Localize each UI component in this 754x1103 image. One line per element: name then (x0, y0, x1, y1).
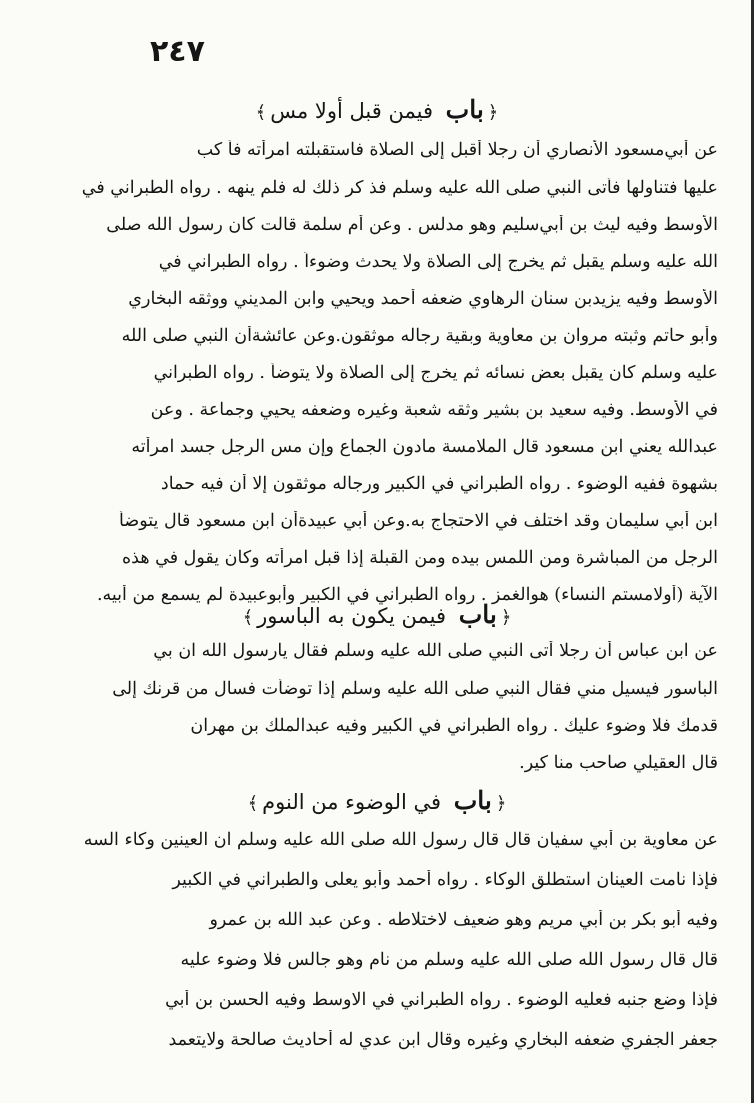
text-line: الله عليه وسلم يقبل ثم يخرج إلى الصلاة ولا يحدث وضوءاً . رواه الطبراني في (158, 252, 718, 272)
text-line: قدمك فلا وضوء عليك . رواه الطبراني في الكبير وفيه عبدالملك بن مهران (190, 716, 718, 736)
text-line: في الأوسط. وفيه سعيد بن بشير وثقه شعبة وغيره وضعفه يحيي وجماعة . وعن (150, 400, 718, 420)
text-line: عن معاوية بن أبي سفيان قال قال رسول الله صلى الله عليه وسلم ان العينين وكاء السه (83, 830, 718, 850)
text-line: وأبو حاتم وثبته مروان بن معاوية وبقية رجاله موثقون.وعن عائشةأن النبي صلى الله (121, 326, 718, 346)
text-line: فإذا نامت العينان استطلق الوكاء . رواه أحمد وأبو يعلى والطبراني في الكبير (172, 870, 718, 890)
section-title: فيمن قبل أولا مس (270, 99, 433, 123)
text-line: عن أبي‌مسعود الأنصاري أن رجلا أقبل إلى الصلاة فاستقبلته امرأته فأ كب (196, 140, 718, 160)
text-line: عن ابن عباس أن رجلا أتى النبي صلى الله عليه وسلم فقال يارسول الله ان بي (153, 641, 718, 661)
section-heading (0, 786, 754, 815)
text-line: وفيه أبو بكر بن أبي مريم وهو ضعيف لاختلاطه . وعن عبد الله بن عمرو (209, 910, 718, 930)
section-title: في الوضوء من النوم (262, 790, 442, 814)
text-line: الأوسط وفيه يزيدبن سنان الرهاوي ضعفه أحمد ويحيي وابن المديني ووثقه البخاري (128, 289, 718, 309)
text-line: الباسور فيسيل مني فقال النبي صلى الله عليه وسلم إذا توضأت فسال من قرنك إلى (112, 679, 718, 699)
text-line: الرجل من المباشرة ومن اللمس بيده ومن القبلة إذا قبل امرأته وكان يقول في هذه (121, 548, 718, 568)
text-line: قال العقيلي صاحب منا كير. (519, 753, 718, 773)
section-title: فيمن يكون به الباسور (257, 604, 447, 628)
bab-word: باب (458, 600, 497, 629)
ornament-close: ﴾ (242, 607, 254, 628)
ornament-open: ﴿ (495, 793, 507, 814)
text-line: عليه وسلم كان يقبل بعض نسائه ثم يخرج إلى الصلاة ولا يتوضأ . رواه الطبراني (153, 363, 718, 383)
bab-word: باب (453, 786, 492, 815)
text-line: عليها فتناولها فأتى النبي صلى الله عليه وسلم فذ كر ذلك له فلم ينهه . رواه الطبراني في (81, 178, 718, 198)
bab-word: باب (445, 95, 484, 124)
ornament-close: ﴾ (255, 102, 267, 123)
text-line: الأوسط وفيه ليث بن أبي‌سليم وهو مدلس . وعن أم سلمة قالت كان رسول الله صلى (106, 215, 718, 235)
ornament-open: ﴿ (487, 102, 499, 123)
text-line: ابن أبي سليمان وقد اختلف في الاحتجاج به.وعن أبي عبيدةأن ابن مسعود قال يتوضأ (119, 511, 718, 531)
page-number: ٢٤٧ (150, 34, 205, 69)
text-line: عبدالله يعني ابن مسعود قال الملامسة مادون الجماع وإن مس الرجل جسد امرأته (131, 437, 718, 457)
section-heading (0, 600, 754, 629)
text-line: قال قال رسول الله صلى الله عليه وسلم من نام وهو جالس فلا وضوء عليه (180, 950, 718, 970)
text-line: الآية (أولامستم النساء) هوالغمز . رواه الطبراني في الكبير وأبوعبيدة لم يسمع من أبيه. (96, 585, 718, 605)
ornament-close: ﴾ (247, 793, 259, 814)
text-line: فإذا وضع جنبه فعليه الوضوء . رواه الطبراني في الاوسط وفيه الحسن بن أبي (165, 990, 718, 1010)
text-line: جعفر الجفري ضعفه البخاري وغيره وقال ابن عدي له أحاديث صالحة ولايتعمد (168, 1030, 718, 1050)
text-line: بشهوة ففيه الوضوء . رواه الطبراني في الكبير ورجاله موثقون إلا أن فيه حماد (160, 474, 718, 494)
section-heading (0, 95, 754, 124)
ornament-open: ﴿ (500, 607, 512, 628)
